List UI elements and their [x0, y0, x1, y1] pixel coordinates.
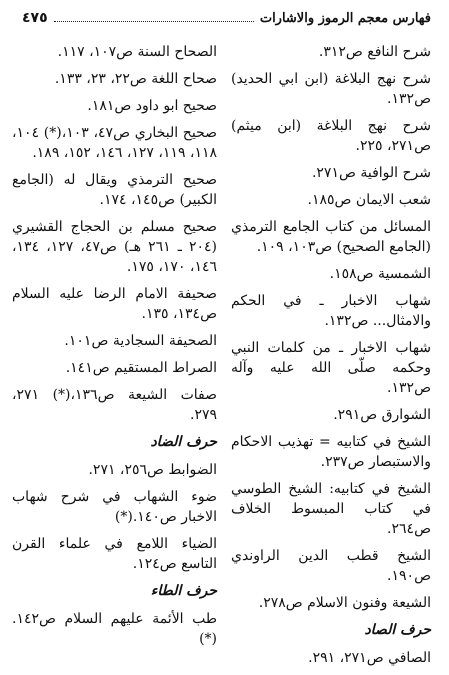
index-entry: شرح نهج البلاغة (ابن ابي الحديد) ص١٣٢.: [231, 71, 431, 107]
index-column-left: [12, 42, 217, 656]
index-entry: الشيخ في كتابيه: الشيخ الطوسي في كتاب المبسوط الخلاف ص٢٦٤.: [231, 481, 431, 537]
index-entry: شهاب الاخبار ـ من كلمات النبي وحكمه صلّى الله عليه وآله ص١٣٢.: [231, 340, 431, 396]
index-entry: الشوارق ص٢٩١.: [333, 407, 431, 423]
section-heading: حرف الصاد: [364, 622, 431, 638]
index-entry: صحيح البخاري ص٤٧، ١٠٣،(*) ١٠٤، ١١٨، ١١٩، ١٢٧، ١٤٦، ١٥٢، ١٨٩.: [12, 125, 217, 161]
running-title: فهارس معجم الرموز والاشارات: [259, 10, 431, 26]
index-entry: صحيح الترمذي ويقال له (الجامع الكبير) ص١٤٥، ١٧٤.: [12, 172, 217, 208]
index-entry: صحيح مسلم بن الحجاج القشيري (٢٠٤ ـ ٢٦١ هـ) ص٤٧، ١٢٧، ١٣٤، ١٤٦، ١٧٠، ١٧٥.: [12, 219, 218, 275]
index-entry: الضياء اللامع في علماء القرن التاسع ص١٢٤.: [12, 536, 217, 572]
index-entry: المسائل من كتاب الجامع الترمذي (الجامع الصحيح) ص١٠٣، ١٠٩.: [231, 219, 431, 255]
index-entry: شرح الوافية ص٢٧١.: [311, 165, 431, 181]
index-entry: الصحيفة السجادية ص١٠١.: [64, 333, 217, 349]
page-number: ٤٧٥: [22, 10, 48, 26]
index-entry: الضوابط ص٢٥٦، ٢٧١.: [88, 462, 217, 478]
index-entry: الشيعة وفنون الاسلام ص٢٧٨.: [258, 595, 431, 611]
page-header: [22, 8, 431, 28]
leader-dots: [54, 21, 254, 22]
section-heading: حرف الطاء: [150, 583, 217, 599]
index-entry: صحاح اللغة ص٢٢، ٢٣، ١٣٣.: [54, 71, 217, 87]
index-entry: الصراط المستقيم ص١٤١.: [65, 360, 217, 376]
index-entry: ضوء الشهاب في شرح شهاب الاخبار ص١٤٠.(*): [12, 489, 217, 525]
index-entry: الصافي ص٢٧١، ٢٩١.: [308, 650, 431, 666]
index-entry: صحيح ابو داود ص١٨١.: [87, 98, 217, 114]
section-heading: حرف الضاد: [150, 434, 217, 450]
index-entry: شهاب الاخبار ـ في الحكم والامثال... ص١٣٢.: [231, 293, 431, 329]
index-column-right: [231, 42, 431, 675]
index-entry: صفات الشيعة ص١٣٦،(*) ٢٧١، ٢٧٩.: [12, 387, 217, 423]
index-entry: صحيفة الامام الرضا عليه السلام ص١٣٤، ١٣٥.: [12, 286, 217, 322]
index-entry: الشمسية ص١٥٨.: [329, 266, 431, 282]
index-entry: طب الأئمة عليهم السلام ص١٤٢.(*): [12, 611, 217, 647]
index-entry: شرح النافع ص٣١٢.: [318, 44, 431, 60]
index-entry: شعب الايمان ص١٨٥.: [307, 192, 431, 208]
index-entry: الصحاح السنة ص١٠٧، ١١٧.: [57, 44, 217, 60]
index-entry: الشيخ في كتابيه = تهذيب الاحكام والاستبصار ص٢٣٧.: [231, 434, 431, 470]
index-entry: شرح نهج البلاغة (ابن ميثم) ص٢٧١، ٢٢٥.: [231, 118, 431, 154]
index-entry: الشيخ قطب الدين الراوندي ص١٩٠.: [231, 548, 431, 584]
